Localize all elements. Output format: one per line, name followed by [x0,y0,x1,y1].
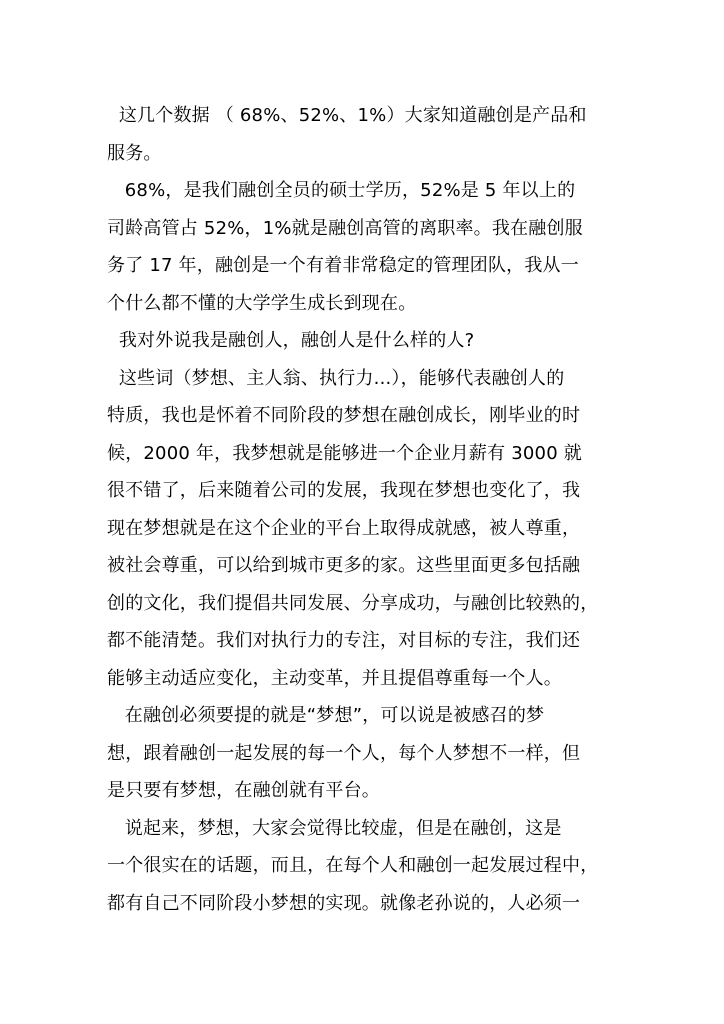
text-line: 被社会尊重，可以给到城市更多的家。这些里面更多包括融 [107,555,581,576]
document-body [107,97,627,922]
text-line: 在融创必须要提的就是“梦想”，可以说是被感召的梦 [107,705,545,726]
text-line: 都不能清楚。我们对执行力的专注，对目标的专注，我们还 [107,630,581,651]
text-line: 特质，我也是怀着不同阶段的梦想在融创成长，刚毕业的时 [107,405,581,426]
text-line: 务了 17 年，融创是一个有着非常稳定的管理团队，我从一 [107,255,579,276]
text-line: 68%，是我们融创全员的硕士学历，52%是 5 年以上的 [107,180,576,201]
text-line: 我对外说我是融创人，融创人是什么样的人? [107,330,475,351]
text-line: 能够主动适应变化，主动变革，并且提倡尊重每一个人。 [107,667,562,689]
text-line: 想，跟着融创一起发展的每一个人，每个人梦想不一样，但 [107,742,581,764]
text-line: 个什么都不懂的大学学生成长到现在。 [107,292,417,314]
text-line: 一个很实在的话题，而且，在每个人和融创一起发展过程中， [107,855,599,876]
text-line: 候，2000 年，我梦想就是能够进一个企业月薪有 3000 就 [107,442,582,464]
text-line: 都有自己不同阶段小梦想的实现。就像老孙说的，人必须一 [107,892,581,914]
text-line: 司龄高管占 52%，1%就是融创高管的离职率。我在融创服 [107,217,583,239]
text-line: 说起来，梦想，大家会觉得比较虚，但是在融创，这是 [107,817,562,839]
text-line: 是只要有梦想，在融创就有平台。 [107,780,380,801]
text-line: 很不错了，后来随着公司的发展，我现在梦想也变化了，我 [107,480,581,501]
text-line: 这几个数据 （ 68%、52%、1%）大家知道融创是产品和 [107,105,587,126]
text-line: 现在梦想就是在这个企业的平台上取得成就感，被人尊重， [107,517,581,539]
text-line: 这些词（梦想、主人翁、执行力...），能够代表融创人的 [107,367,565,389]
text-line: 服务。 [107,142,162,164]
text-line: 创的文化，我们提倡共同发展、分享成功，与融创比较熟的， [107,592,599,614]
